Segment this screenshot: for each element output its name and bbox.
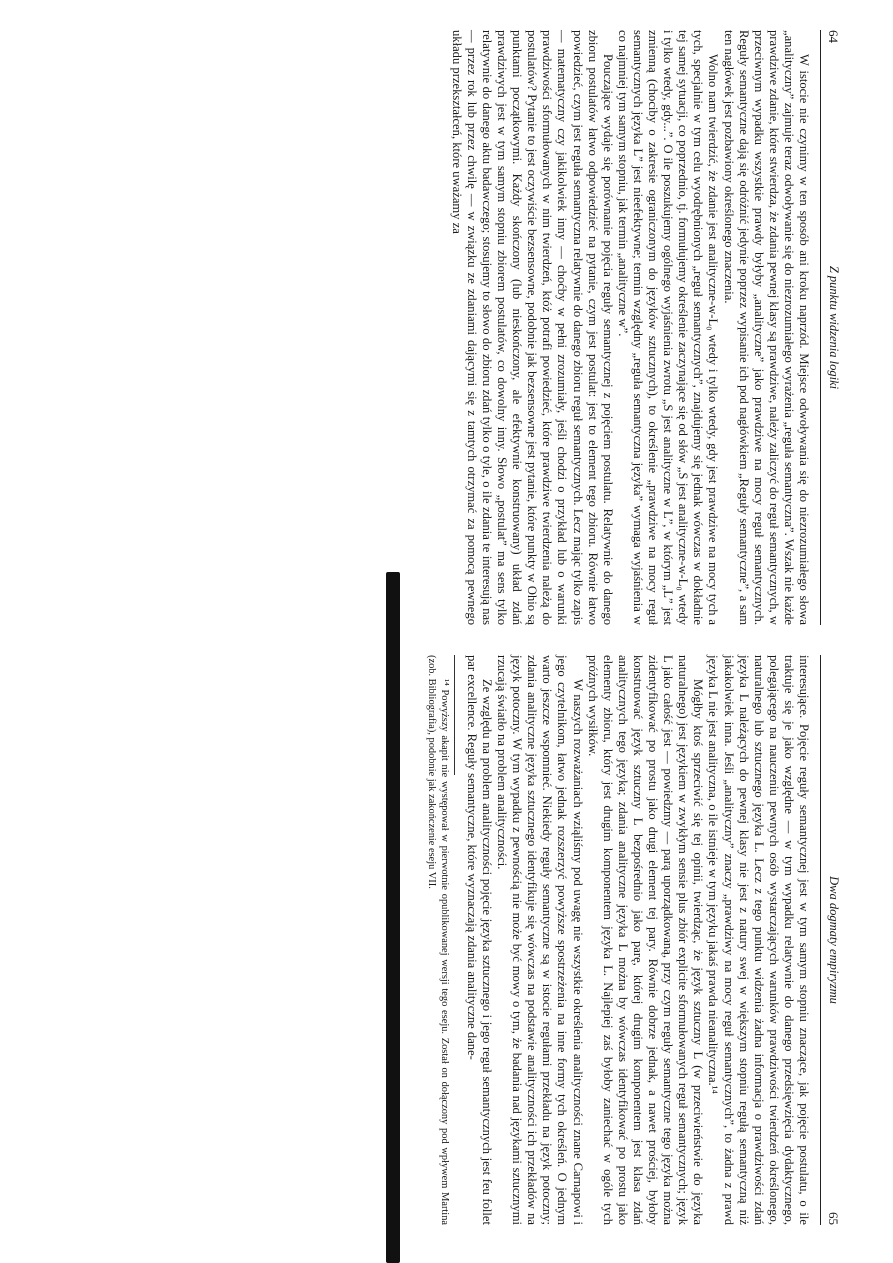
paragraph: Mógłby ktoś sprzeciwić się tej opinii, twierdząc, że język sztuczny L (w przeciwieństwie do języka naturalnego) jest językiem w zwykłym sensie plus zbiór explicite sformułowanych reguł semantycznych; język L jako całość jest — powiedzmy — parą uporządkowaną, przy czym reguły semantyczne tego języka można zidentyfikować po prostu jako drugi element tej pary. Równie dobrze jednak, a nawet prościej, byłoby konstruować język sztuczny L bezpośrednio jako parę, której drugim komponentem jest klasa zdań analitycznych tego języka; zdania analityczne języka L można by wówczas identyfikować po prostu jako elementy zbioru, który jest drugim komponentem języka L. Najlepiej zaś byłoby zaniechać w ogóle tych próżnych wysiłków. bbox=[585, 655, 706, 1225]
running-head-title: Dwa dogmaty empiryzmu bbox=[827, 876, 841, 1004]
right-page bbox=[0, 655, 893, 1225]
paragraph: Pouczające wydaje się porównanie pojęcia reguły semantycznej z pojęciem postulatu. Relatywnie do danego zbioru postulatów łatwo odpowiedzieć na pytanie, czym jest postulat: jest to element tego zbioru. Równie łatwo powiedzieć, czym jest reguła semantyczna relatywnie do danego zbioru reguł semantycznych. Lecz mając tylko zapis — matematyczny czy jakikolwiek inny — choćby w pełni zrozumiały, jeśli chodzi o przykład lub o warunki prawdziwości sformułowanych w nim twierdzeń, któż potrafi powiedzieć, które prawdziwe twierdzenia należą do postulatów? Pytanie to jest oczywiście bezsensowne, podobnie jak bezsensowne jest pytanie, które punkty w Ohio są punktami początkowymi. Każdy skończony (lub nieskończony, ale efektywnie konstruowany) układ zdań prawdziwych jest w tym samym stopniu zbiorem postulatów, co dowolny inny. Słowo „postulat” ma sens tylko relatywnie do danego aktu badawczego; stosujemy to słowo do zbioru zdań tylko o tyle, o ile zdania te interesują nas — przez rok lub przez chwilę — w związku ze zdaniami dającymi się z tamtych otrzymać za pomocą pewnego układu przekształceń, które uważamy za bbox=[449, 30, 615, 625]
footnote: ¹⁴ Powyższy akapit nie występował w pierwotnie opublikowanej wersji tego eseju. Został on dołączony pod wpływem Martina (zob. Bibliografia), podobnie jak zakończenie eseju VII. bbox=[426, 655, 450, 1225]
left-page bbox=[0, 30, 893, 625]
right-running-head bbox=[823, 655, 841, 1225]
header-rule bbox=[820, 655, 821, 1225]
page-number: 64 bbox=[826, 30, 841, 43]
paragraph: W naszych rozważaniach wziąliśmy pod uwagę nie wszystkie określenia analityczności znane Carnapowi i jego czytelnikom, łatwo jednak rozszerzyć powyższe spostrzeżenia na inne formy tych określeń. O jednym warto jeszcze wspomnieć. Niekiedy reguły semantyczne są w istocie regułami przekładu na język potoczny; zdania analityczne języka sztucznego identyfikuje się wówczas na podstawie analityczności ich przekładów na język potoczny. W tym wypadku z pewnością nie może być mowy o tym, że badania nad językami sztucznymi rzucają światło na problem analityczności. bbox=[495, 655, 585, 1225]
left-body-text bbox=[449, 30, 811, 625]
right-body-text bbox=[425, 655, 811, 1225]
paragraph: interesujące. Pojęcie reguły semantycznej jest w tym samym stopniu znaczące, jak pojęcie postulatu, o ile traktuje się je jako względne — w tym wypadku relatywnie do danego przedsięwzięcia dydaktycznego, polegającego na nauczeniu pewnych osób wystarczających warunków prawdziwości twierdzeń określonego, naturalnego lub sztucznego języka L. Lecz z tego punktu widzenia żadna informacja o prawdziwości zdań języka L należących do pewnej klasy nie jest z natury swej w większym stopniu regułą semantyczną niż jakakolwiek inna. Jeśli „analityczny” znaczy „prawdziwy na mocy reguł semantycznych”, to żadna z prawd języka L nie jest analityczna, o ile istnieje w tym języku jakaś prawda nieanalityczna.¹⁴ bbox=[706, 655, 811, 1225]
paragraph: Wolno nam twierdzić, że zdanie jest analityczne-w-L₀ wtedy i tylko wtedy, gdy jest prawdziwe na mocy tych a tych, specjalnie w tym celu wyodrębnionych „reguł semantycznych”, znajdujemy się jednak wówczas w dokładnie tej samej sytuacji, co poprzednio, tj. formułujemy określenie zaczynające się od słów „S jest analityczne-w-L₀ wtedy i tylko wtedy, gdy...”. O ile poszukujemy ogólnego wyjaśnienia zwrotu „S jest analityczne w L”, w którym „L” jest zmienną (chociby o zakresie ograniczonym do języków sztucznych), to określenie „prawdziwe na mocy reguł semantycznych języka L” jest nieefektywne; termin względny „reguła semantyczna języka” wymaga wyjaśnienia w co najmniej tym samym stopniu, jak termin „analityczne w”. bbox=[615, 30, 721, 625]
header-rule bbox=[820, 30, 821, 625]
running-head-title: Z punktu widzenia logiki bbox=[827, 265, 841, 390]
paragraph: W istocie nie czynimy w ten sposób ani kroku naprzód. Miejsce odwoływania się do niezrozumiałego słowa „analityczny” zajmuje teraz odwoływanie się do niezrozumiałego wyrażenia „reguła semantyczna”. Wszak nie każde prawdziwe zdanie, które stwierdza, że zdania pewnej klasy są prawdziwe, należy zaliczyć do reguł semantycznych, w przeciwnym wypadku wszystkie prawdy byłyby „analityczne” jako prawdziwe na mocy reguł semantycznych. Reguły semantyczne dają się odróżnić jedynie poprzez wypisanie ich pod nagłówkiem „Reguły semantyczne”, a sam ten nagłówek jest pozbawiony określonego znaczenia. bbox=[721, 30, 811, 625]
paragraph: Ze względu na problem analityczności pojęcie języka sztucznego i jego reguł semantycznych jest feu follet par excellence. Reguły semantyczne, które wyznaczają zdania analityczne dane- bbox=[464, 655, 495, 1225]
page-number: 65 bbox=[826, 1212, 841, 1225]
left-running-head bbox=[823, 30, 841, 625]
footnote-rule bbox=[454, 655, 455, 775]
